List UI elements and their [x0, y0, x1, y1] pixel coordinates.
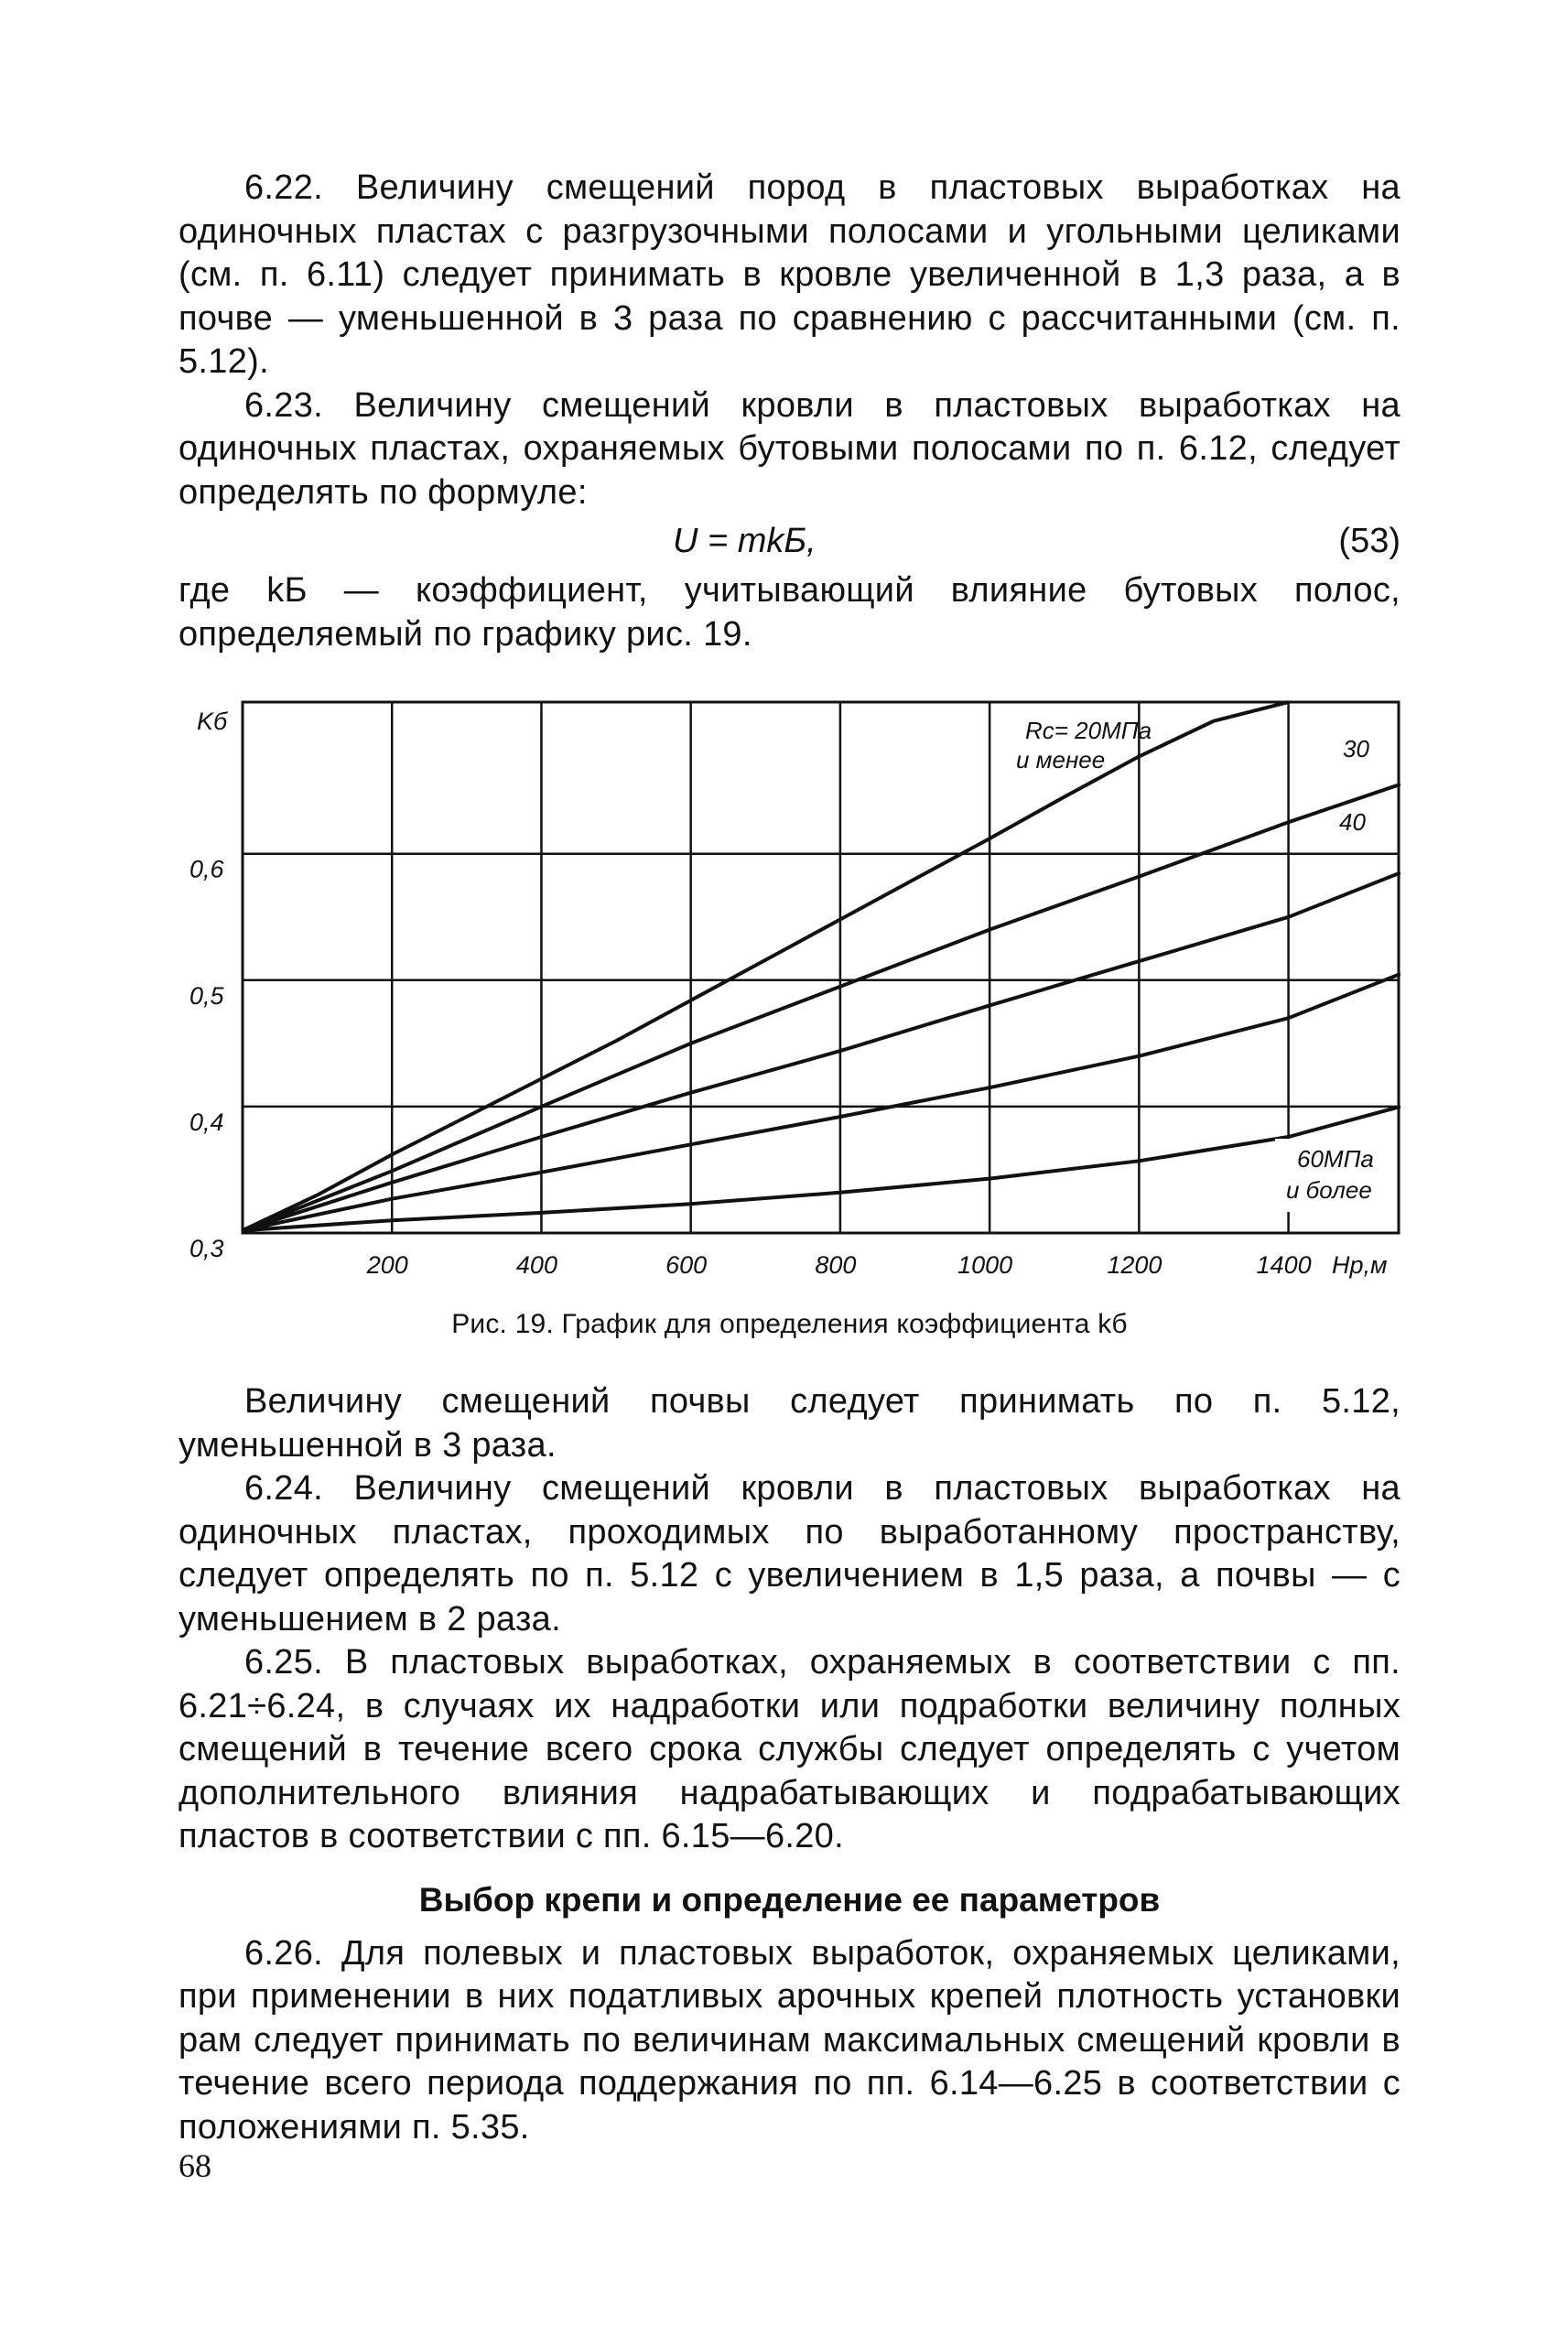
y-tick-label-0.3: 0,3 [189, 1235, 224, 1262]
formula-row [178, 518, 1400, 564]
paragraph-6-22: 6.22. Величину смещений пород в пластовых выработках на одиночных пластах с разгрузочными полосами и угольными целиками (см. п. 6.11) следует принимать в кровле увеличенной в 1,3 раза, а в почве — уменьшенной в 3 раза по сравнению с рассчитанными (см. п. 5.12). [178, 168, 1400, 381]
series-line-2 [243, 784, 1400, 1230]
formula-number: (53) [1338, 522, 1400, 560]
chart-series-group [243, 702, 1400, 1230]
x-tick-label-200: 200 [366, 1251, 408, 1279]
figure-19 [178, 693, 1400, 1302]
series-line-3 [243, 872, 1400, 1230]
x-tick-label-800: 800 [815, 1251, 857, 1279]
series-line-5 [243, 1107, 1400, 1230]
page-number: 68 [178, 2147, 211, 2184]
y-tick-label-0.5: 0,5 [189, 981, 224, 1010]
chart-tick-labels [189, 708, 1388, 1279]
formula-where-text: где kБ — коэффициент, учитывающий влияние бутовых полос, определяемый по графику рис. 19. [178, 571, 1400, 654]
paragraph-6-25: 6.25. В пластовых выработках, охраняемых в соответствии с пп. 6.21÷6.24, в случаях их надработки или подработки величину полных смещений в течение всего срока службы следует определять с учетом дополнительного влияния надрабатывающих и подрабатывающих пластов в соответствии с пп. 6.15—6.20. [178, 1643, 1400, 1855]
paragraph-after-figure: Величину смещений почвы следует принимать по п. 5.12, уменьшенной в 3 раза. [178, 1382, 1400, 1465]
x-tick-label-600: 600 [665, 1251, 708, 1279]
annotation-curve5_line2: и более [1286, 1176, 1372, 1204]
paragraph-6-26: 6.26. Для полевых и пластовых выработок, охраняемых целиками, при применении в них податливых арочных крепей плотность установки рам следует принимать по величинам максимальных смещений кровли в течение всего периода поддержания по пп. 6.14—6.25 в соответствии с положениями п. 5.35. [178, 1933, 1400, 2147]
annotation-curve1_line1: Rc= 20МПа [1025, 717, 1152, 744]
annotation-curve2: 30 [1343, 735, 1369, 762]
annotation-curve3: 40 [1339, 808, 1366, 836]
annotation-curve1_line2: и менее [1016, 746, 1106, 773]
x-axis-label: Hp,м [1332, 1251, 1388, 1279]
series-line-4 [243, 974, 1400, 1230]
y-axis-label: Kб [197, 708, 228, 735]
y-tick-label-0.6: 0,6 [189, 855, 224, 883]
chart-grid [243, 702, 1399, 1233]
x-tick-label-1000: 1000 [957, 1251, 1013, 1279]
annotation-curve5_line1: 60МПа [1297, 1145, 1374, 1173]
figure-caption: Рис. 19. График для определения коэффициента kб [451, 1309, 1128, 1339]
paragraph-6-23: 6.23. Величину смещений кровли в пластовых выработках на одиночных пластах, охраняемых бутовыми полосами по п. 6.12, следует определять по формуле: [178, 385, 1400, 512]
series-line-1 [243, 702, 1289, 1230]
page-content [178, 167, 1400, 2149]
x-tick-label-1200: 1200 [1107, 1251, 1162, 1279]
paragraph-6-24: 6.24. Величину смещений кровли в пластовых выработках на одиночных пластах, проходимых по выработанному пространству, следует определять по п. 5.12 с увеличением в 1,5 раза, а почвы — с уменьшением в 2 раза. [178, 1469, 1400, 1638]
section-heading: Выбор крепи и определение ее параметров [418, 1880, 1161, 1919]
formula-expression: U = mkБ, [673, 522, 816, 560]
x-tick-label-1400: 1400 [1256, 1251, 1312, 1279]
chart [178, 693, 1400, 1302]
y-tick-label-0.4: 0,4 [189, 1108, 224, 1136]
x-tick-label-400: 400 [515, 1251, 557, 1279]
chart-frame [243, 702, 1399, 1233]
